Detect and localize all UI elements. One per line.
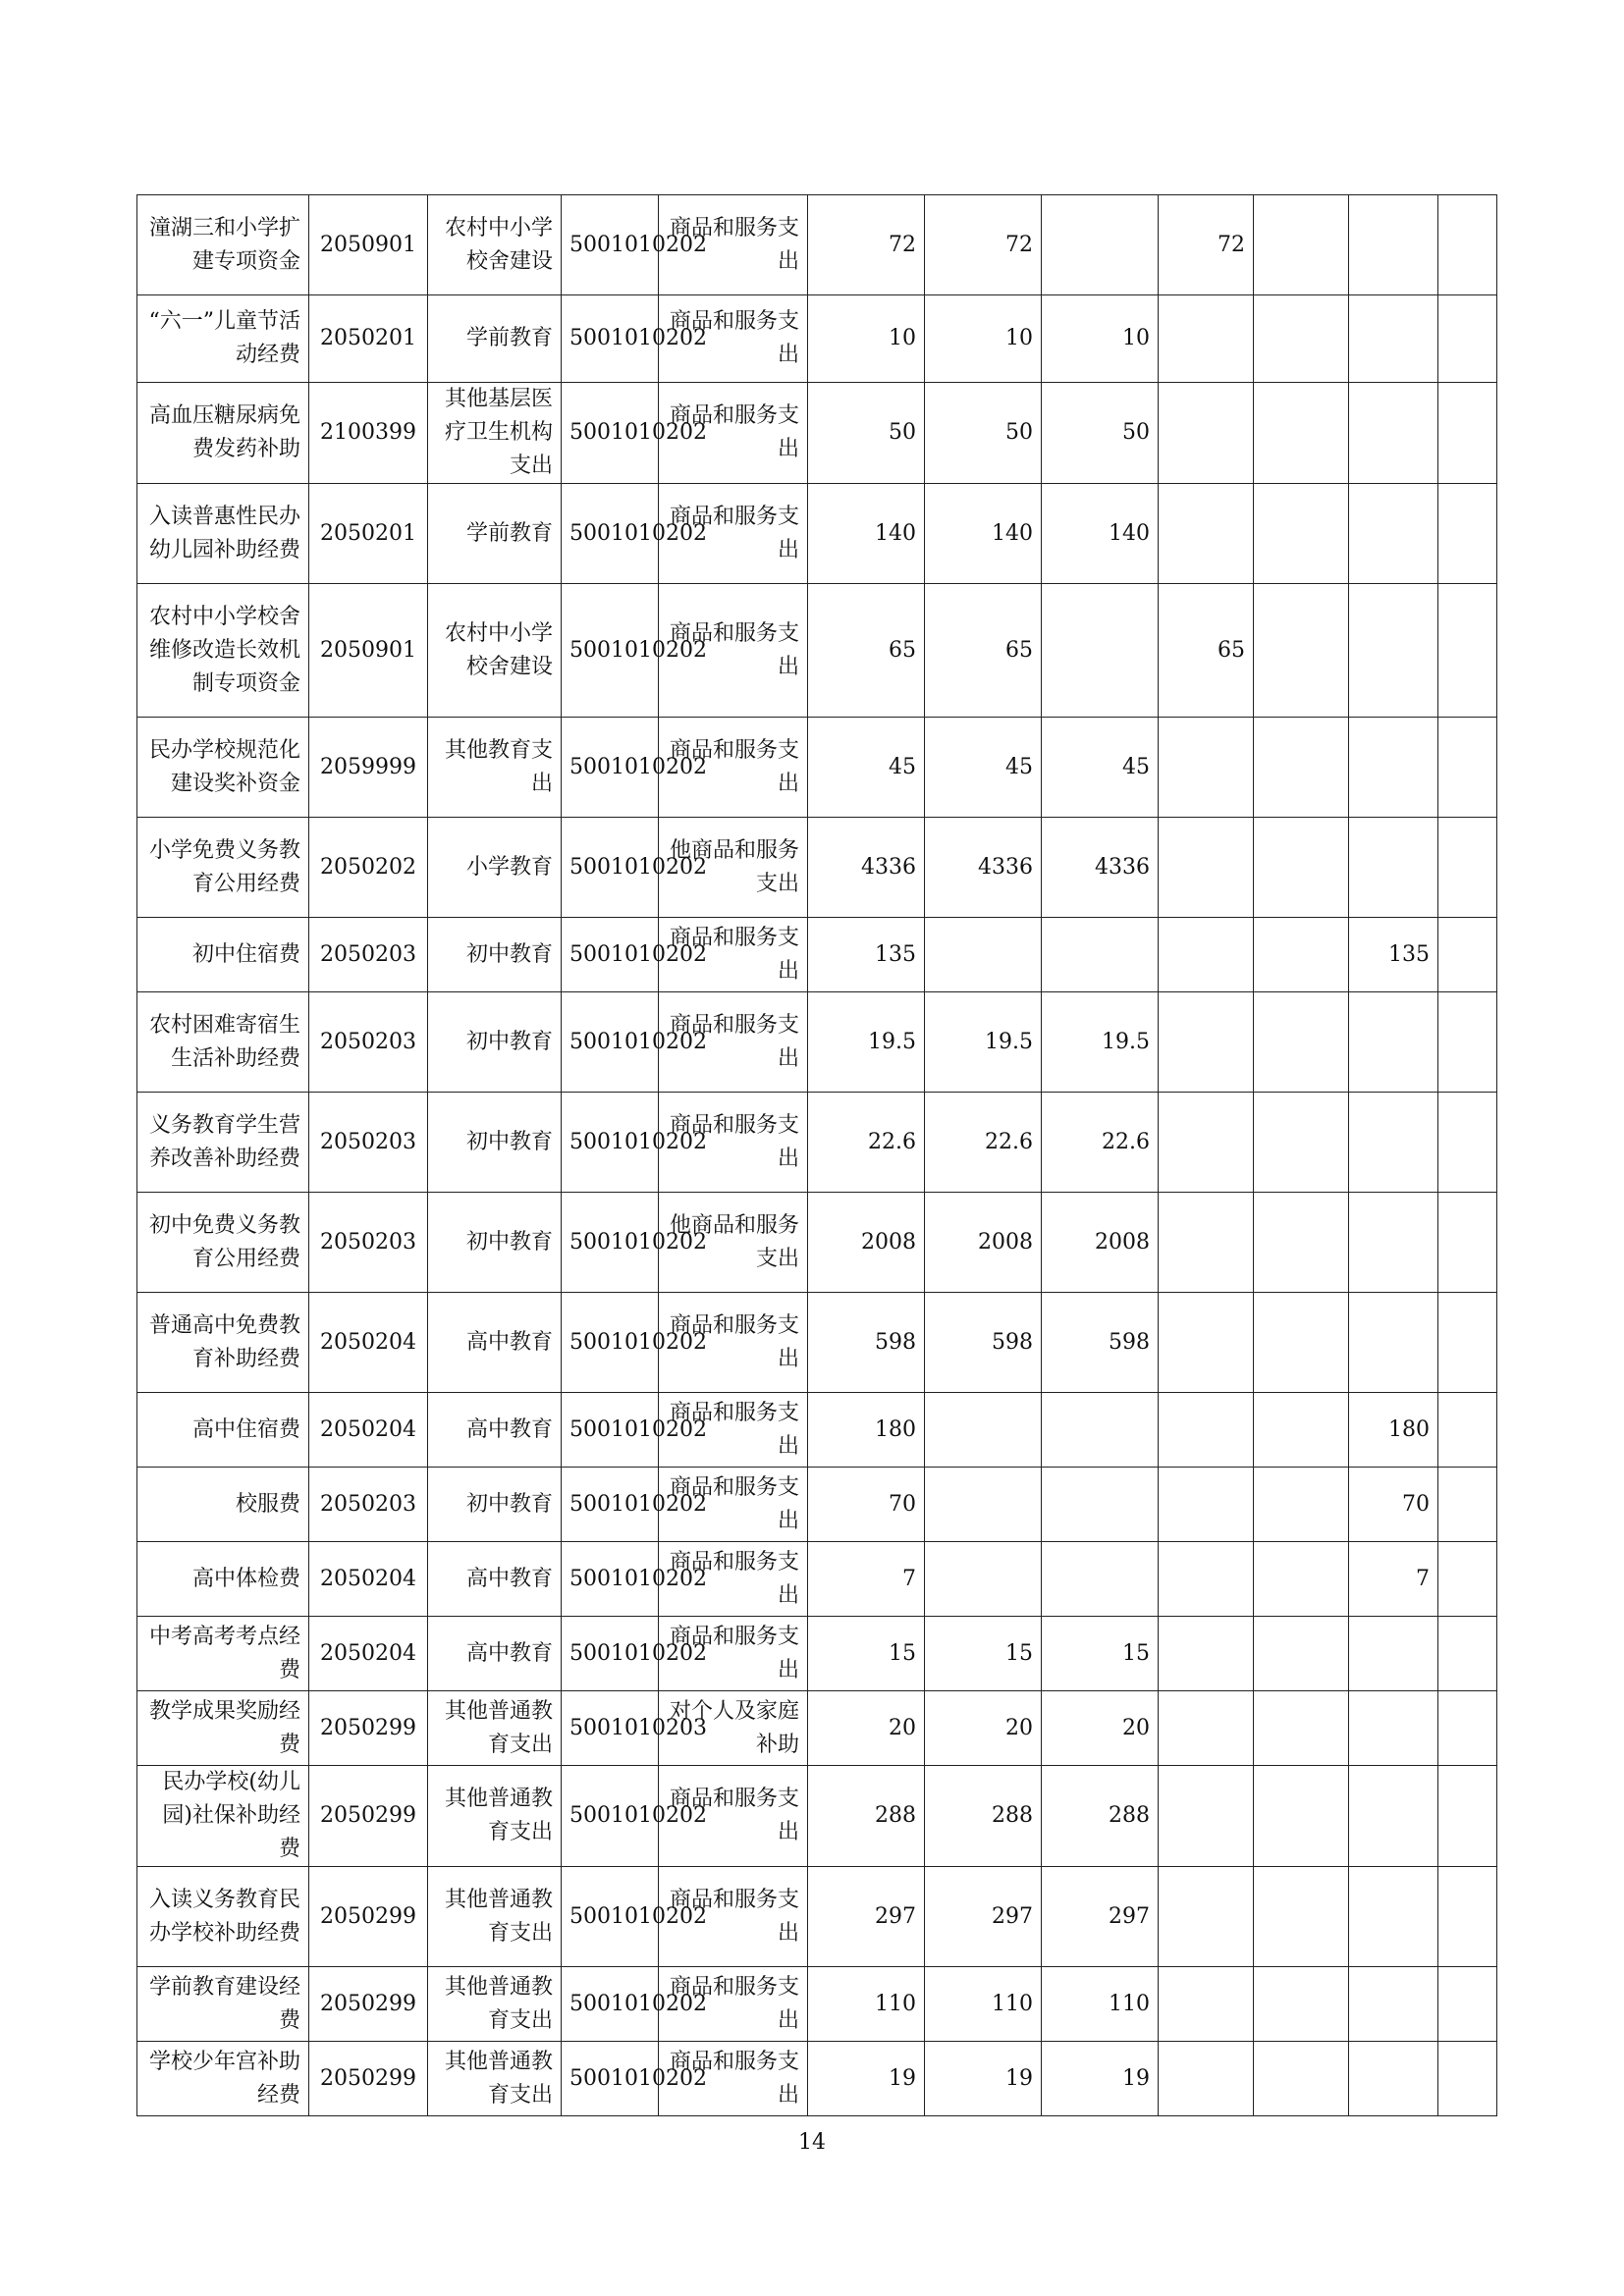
amount-cell-2: 10 (925, 295, 1042, 383)
table-row (137, 195, 1497, 295)
table-row (137, 1867, 1497, 1967)
amount-cell-5 (1254, 1393, 1349, 1468)
amount-cell-7 (1438, 1867, 1497, 1967)
function-name-cell: 农村中小学校舍建设 (428, 584, 562, 718)
amount-cell-3: 4336 (1042, 818, 1159, 918)
item-name-cell: 义务教育学生营养改善补助经费 (137, 1093, 309, 1193)
amount-cell-6 (1349, 818, 1438, 918)
economic-code-cell: 5001010202 (562, 718, 659, 818)
amount-cell-5 (1254, 584, 1349, 718)
item-name-cell: 民办学校规范化建设奖补资金 (137, 718, 309, 818)
amount-cell-1: 7 (808, 1542, 925, 1617)
amount-cell-7 (1438, 818, 1497, 918)
amount-cell-6 (1349, 1691, 1438, 1766)
amount-cell-3: 110 (1042, 1967, 1159, 2042)
amount-cell-5 (1254, 918, 1349, 992)
table-row (137, 1967, 1497, 2042)
amount-cell-3 (1042, 1542, 1159, 1617)
economic-name-cell: 商品和服务支出 (659, 1542, 808, 1617)
amount-cell-5 (1254, 195, 1349, 295)
amount-cell-2: 45 (925, 718, 1042, 818)
function-code-cell: 2050901 (309, 584, 428, 718)
amount-cell-1: 598 (808, 1293, 925, 1393)
function-code-cell: 2050204 (309, 1293, 428, 1393)
amount-cell-4 (1159, 2042, 1254, 2116)
amount-cell-6 (1349, 1766, 1438, 1867)
amount-cell-5 (1254, 383, 1349, 484)
page-number: 14 (798, 2130, 826, 2155)
amount-cell-2: 72 (925, 195, 1042, 295)
amount-cell-2: 288 (925, 1766, 1042, 1867)
amount-cell-6 (1349, 1617, 1438, 1691)
function-code-cell: 2050203 (309, 918, 428, 992)
economic-code-cell: 5001010202 (562, 1293, 659, 1393)
amount-cell-5 (1254, 1293, 1349, 1393)
amount-cell-3: 22.6 (1042, 1093, 1159, 1193)
economic-code-cell: 5001010202 (562, 484, 659, 584)
amount-cell-1: 22.6 (808, 1093, 925, 1193)
function-name-cell: 初中教育 (428, 992, 562, 1093)
amount-cell-5 (1254, 2042, 1349, 2116)
amount-cell-7 (1438, 2042, 1497, 2116)
amount-cell-6 (1349, 718, 1438, 818)
amount-cell-6: 70 (1349, 1468, 1438, 1542)
economic-code-cell: 5001010202 (562, 1967, 659, 2042)
amount-cell-2: 2008 (925, 1193, 1042, 1293)
economic-name-cell: 商品和服务支出 (659, 383, 808, 484)
function-code-cell: 2050901 (309, 195, 428, 295)
amount-cell-3 (1042, 584, 1159, 718)
amount-cell-1: 45 (808, 718, 925, 818)
amount-cell-4 (1159, 1867, 1254, 1967)
amount-cell-1: 110 (808, 1967, 925, 2042)
item-name-cell: 学前教育建设经费 (137, 1967, 309, 2042)
amount-cell-1: 50 (808, 383, 925, 484)
economic-code-cell: 5001010202 (562, 1093, 659, 1193)
amount-cell-3: 45 (1042, 718, 1159, 818)
amount-cell-6: 7 (1349, 1542, 1438, 1617)
amount-cell-7 (1438, 383, 1497, 484)
amount-cell-5 (1254, 1542, 1349, 1617)
economic-code-cell: 5001010202 (562, 818, 659, 918)
item-name-cell: 农村困难寄宿生生活补助经费 (137, 992, 309, 1093)
item-name-cell: 教学成果奖励经费 (137, 1691, 309, 1766)
amount-cell-4 (1159, 1542, 1254, 1617)
amount-cell-3: 20 (1042, 1691, 1159, 1766)
amount-cell-4 (1159, 1617, 1254, 1691)
amount-cell-3: 297 (1042, 1867, 1159, 1967)
function-code-cell: 2050204 (309, 1542, 428, 1617)
amount-cell-7 (1438, 1617, 1497, 1691)
amount-cell-4 (1159, 818, 1254, 918)
amount-cell-4 (1159, 1293, 1254, 1393)
amount-cell-1: 10 (808, 295, 925, 383)
amount-cell-4 (1159, 992, 1254, 1093)
amount-cell-7 (1438, 295, 1497, 383)
economic-name-cell: 商品和服务支出 (659, 1293, 808, 1393)
amount-cell-3: 598 (1042, 1293, 1159, 1393)
function-code-cell: 2050202 (309, 818, 428, 918)
item-name-cell: 普通高中免费教育补助经费 (137, 1293, 309, 1393)
amount-cell-4 (1159, 1967, 1254, 2042)
amount-cell-7 (1438, 1691, 1497, 1766)
function-code-cell: 2050204 (309, 1617, 428, 1691)
function-code-cell: 2050299 (309, 1867, 428, 1967)
amount-cell-2: 20 (925, 1691, 1042, 1766)
amount-cell-1: 2008 (808, 1193, 925, 1293)
economic-name-cell: 商品和服务支出 (659, 2042, 808, 2116)
table-row (137, 1468, 1497, 1542)
economic-code-cell: 5001010202 (562, 1766, 659, 1867)
item-name-cell: “六一”儿童节活动经费 (137, 295, 309, 383)
amount-cell-6 (1349, 1093, 1438, 1193)
amount-cell-5 (1254, 295, 1349, 383)
economic-name-cell: 商品和服务支出 (659, 1393, 808, 1468)
amount-cell-4: 65 (1159, 584, 1254, 718)
function-code-cell: 2059999 (309, 718, 428, 818)
amount-cell-7 (1438, 1093, 1497, 1193)
amount-cell-3: 15 (1042, 1617, 1159, 1691)
economic-name-cell: 商品和服务支出 (659, 1967, 808, 2042)
amount-cell-2 (925, 1393, 1042, 1468)
function-name-cell: 其他普通教育支出 (428, 1967, 562, 2042)
table-row (137, 484, 1497, 584)
amount-cell-1: 180 (808, 1393, 925, 1468)
amount-cell-6 (1349, 484, 1438, 584)
amount-cell-3 (1042, 1468, 1159, 1542)
amount-cell-3: 10 (1042, 295, 1159, 383)
table-row (137, 295, 1497, 383)
economic-name-cell: 商品和服务支出 (659, 484, 808, 584)
function-code-cell: 2050299 (309, 1967, 428, 2042)
economic-name-cell: 商品和服务支出 (659, 1617, 808, 1691)
amount-cell-7 (1438, 1468, 1497, 1542)
amount-cell-6 (1349, 584, 1438, 718)
amount-cell-3: 19 (1042, 2042, 1159, 2116)
amount-cell-1: 4336 (808, 818, 925, 918)
amount-cell-4 (1159, 295, 1254, 383)
economic-name-cell: 商品和服务支出 (659, 1093, 808, 1193)
amount-cell-3: 50 (1042, 383, 1159, 484)
amount-cell-4 (1159, 1393, 1254, 1468)
amount-cell-1: 20 (808, 1691, 925, 1766)
amount-cell-2: 50 (925, 383, 1042, 484)
amount-cell-4 (1159, 918, 1254, 992)
amount-cell-6 (1349, 1867, 1438, 1967)
item-name-cell: 校服费 (137, 1468, 309, 1542)
function-name-cell: 初中教育 (428, 1193, 562, 1293)
table-row (137, 1766, 1497, 1867)
amount-cell-2: 297 (925, 1867, 1042, 1967)
amount-cell-2: 140 (925, 484, 1042, 584)
function-code-cell: 2050299 (309, 2042, 428, 2116)
item-name-cell: 初中住宿费 (137, 918, 309, 992)
function-name-cell: 其他基层医疗卫生机构支出 (428, 383, 562, 484)
item-name-cell: 小学免费义务教育公用经费 (137, 818, 309, 918)
amount-cell-4: 72 (1159, 195, 1254, 295)
amount-cell-5 (1254, 484, 1349, 584)
amount-cell-4 (1159, 1093, 1254, 1193)
amount-cell-5 (1254, 1468, 1349, 1542)
economic-code-cell: 5001010202 (562, 992, 659, 1093)
amount-cell-6 (1349, 1193, 1438, 1293)
amount-cell-6 (1349, 1293, 1438, 1393)
amount-cell-7 (1438, 1766, 1497, 1867)
function-code-cell: 2050203 (309, 1193, 428, 1293)
item-name-cell: 初中免费义务教育公用经费 (137, 1193, 309, 1293)
amount-cell-1: 19 (808, 2042, 925, 2116)
function-name-cell: 高中教育 (428, 1293, 562, 1393)
economic-code-cell: 5001010202 (562, 1617, 659, 1691)
table-row (137, 1093, 1497, 1193)
item-name-cell: 高中体检费 (137, 1542, 309, 1617)
economic-name-cell: 对个人及家庭补助 (659, 1691, 808, 1766)
function-code-cell: 2050299 (309, 1691, 428, 1766)
economic-code-cell: 5001010202 (562, 1193, 659, 1293)
amount-cell-7 (1438, 718, 1497, 818)
amount-cell-7 (1438, 195, 1497, 295)
function-name-cell: 其他教育支出 (428, 718, 562, 818)
function-name-cell: 其他普通教育支出 (428, 1691, 562, 1766)
function-name-cell: 高中教育 (428, 1542, 562, 1617)
function-name-cell: 高中教育 (428, 1617, 562, 1691)
function-name-cell: 其他普通教育支出 (428, 2042, 562, 2116)
economic-name-cell: 他商品和服务支出 (659, 818, 808, 918)
amount-cell-4 (1159, 718, 1254, 818)
amount-cell-6 (1349, 383, 1438, 484)
amount-cell-5 (1254, 1967, 1349, 2042)
amount-cell-1: 135 (808, 918, 925, 992)
amount-cell-6 (1349, 2042, 1438, 2116)
amount-cell-5 (1254, 1867, 1349, 1967)
amount-cell-4 (1159, 484, 1254, 584)
table-row (137, 818, 1497, 918)
amount-cell-6 (1349, 992, 1438, 1093)
amount-cell-2 (925, 1468, 1042, 1542)
amount-cell-6: 135 (1349, 918, 1438, 992)
amount-cell-7 (1438, 484, 1497, 584)
economic-name-cell: 商品和服务支出 (659, 918, 808, 992)
amount-cell-1: 297 (808, 1867, 925, 1967)
economic-code-cell: 5001010202 (562, 1468, 659, 1542)
amount-cell-7 (1438, 584, 1497, 718)
amount-cell-2: 65 (925, 584, 1042, 718)
amount-cell-2 (925, 1542, 1042, 1617)
amount-cell-5 (1254, 1617, 1349, 1691)
table-row (137, 1393, 1497, 1468)
function-code-cell: 2050201 (309, 484, 428, 584)
amount-cell-6: 180 (1349, 1393, 1438, 1468)
function-name-cell: 其他普通教育支出 (428, 1867, 562, 1967)
amount-cell-1: 65 (808, 584, 925, 718)
item-name-cell: 入读普惠性民办幼儿园补助经费 (137, 484, 309, 584)
amount-cell-3 (1042, 195, 1159, 295)
table-row (137, 918, 1497, 992)
amount-cell-4 (1159, 1193, 1254, 1293)
function-code-cell: 2050203 (309, 1093, 428, 1193)
amount-cell-1: 15 (808, 1617, 925, 1691)
amount-cell-5 (1254, 1193, 1349, 1293)
item-name-cell: 高血压糖尿病免费发药补助 (137, 383, 309, 484)
economic-code-cell: 5001010202 (562, 1867, 659, 1967)
economic-code-cell: 5001010202 (562, 383, 659, 484)
economic-code-cell: 5001010203 (562, 1691, 659, 1766)
economic-name-cell: 商品和服务支出 (659, 1867, 808, 1967)
function-name-cell: 学前教育 (428, 295, 562, 383)
amount-cell-4 (1159, 1766, 1254, 1867)
amount-cell-5 (1254, 992, 1349, 1093)
table-row (137, 1193, 1497, 1293)
function-code-cell: 2050299 (309, 1766, 428, 1867)
economic-code-cell: 5001010202 (562, 2042, 659, 2116)
function-name-cell: 初中教育 (428, 918, 562, 992)
economic-name-cell: 商品和服务支出 (659, 295, 808, 383)
economic-name-cell: 商品和服务支出 (659, 1468, 808, 1542)
function-code-cell: 2050203 (309, 1468, 428, 1542)
amount-cell-1: 19.5 (808, 992, 925, 1093)
amount-cell-4 (1159, 1691, 1254, 1766)
amount-cell-6 (1349, 1967, 1438, 2042)
function-name-cell: 其他普通教育支出 (428, 1766, 562, 1867)
item-name-cell: 入读义务教育民办学校补助经费 (137, 1867, 309, 1967)
item-name-cell: 潼湖三和小学扩建专项资金 (137, 195, 309, 295)
amount-cell-3: 288 (1042, 1766, 1159, 1867)
amount-cell-7 (1438, 992, 1497, 1093)
function-name-cell: 初中教育 (428, 1468, 562, 1542)
economic-code-cell: 5001010202 (562, 918, 659, 992)
table-row (137, 992, 1497, 1093)
amount-cell-3 (1042, 1393, 1159, 1468)
economic-code-cell: 5001010202 (562, 195, 659, 295)
table-row (137, 1617, 1497, 1691)
economic-code-cell: 5001010202 (562, 1542, 659, 1617)
amount-cell-2: 15 (925, 1617, 1042, 1691)
amount-cell-3: 19.5 (1042, 992, 1159, 1093)
table-body (137, 195, 1497, 2116)
amount-cell-3: 2008 (1042, 1193, 1159, 1293)
table-row (137, 584, 1497, 718)
economic-code-cell: 5001010202 (562, 295, 659, 383)
amount-cell-2: 598 (925, 1293, 1042, 1393)
budget-table (136, 194, 1497, 2116)
amount-cell-7 (1438, 1967, 1497, 2042)
amount-cell-2: 110 (925, 1967, 1042, 2042)
amount-cell-5 (1254, 718, 1349, 818)
amount-cell-7 (1438, 1193, 1497, 1293)
amount-cell-7 (1438, 1542, 1497, 1617)
function-name-cell: 高中教育 (428, 1393, 562, 1468)
economic-name-cell: 商品和服务支出 (659, 195, 808, 295)
table-row (137, 1542, 1497, 1617)
function-code-cell: 2050203 (309, 992, 428, 1093)
amount-cell-3: 140 (1042, 484, 1159, 584)
amount-cell-6 (1349, 295, 1438, 383)
amount-cell-7 (1438, 1293, 1497, 1393)
item-name-cell: 民办学校(幼儿园)社保补助经费 (137, 1766, 309, 1867)
function-name-cell: 农村中小学校舍建设 (428, 195, 562, 295)
amount-cell-1: 140 (808, 484, 925, 584)
amount-cell-7 (1438, 1393, 1497, 1468)
item-name-cell: 农村中小学校舍维修改造长效机制专项资金 (137, 584, 309, 718)
amount-cell-2: 19 (925, 2042, 1042, 2116)
table-row (137, 2042, 1497, 2116)
function-name-cell: 学前教育 (428, 484, 562, 584)
table-row (137, 383, 1497, 484)
economic-name-cell: 商品和服务支出 (659, 992, 808, 1093)
amount-cell-5 (1254, 1093, 1349, 1193)
table-row (137, 718, 1497, 818)
economic-name-cell: 商品和服务支出 (659, 1766, 808, 1867)
amount-cell-2 (925, 918, 1042, 992)
amount-cell-6 (1349, 195, 1438, 295)
function-code-cell: 2050204 (309, 1393, 428, 1468)
function-code-cell: 2100399 (309, 383, 428, 484)
amount-cell-4 (1159, 1468, 1254, 1542)
amount-cell-2: 4336 (925, 818, 1042, 918)
economic-name-cell: 商品和服务支出 (659, 718, 808, 818)
amount-cell-5 (1254, 818, 1349, 918)
function-code-cell: 2050201 (309, 295, 428, 383)
amount-cell-1: 72 (808, 195, 925, 295)
amount-cell-1: 70 (808, 1468, 925, 1542)
economic-code-cell: 5001010202 (562, 584, 659, 718)
amount-cell-5 (1254, 1766, 1349, 1867)
function-name-cell: 小学教育 (428, 818, 562, 918)
amount-cell-2: 22.6 (925, 1093, 1042, 1193)
item-name-cell: 高中住宿费 (137, 1393, 309, 1468)
economic-code-cell: 5001010202 (562, 1393, 659, 1468)
table-row (137, 1293, 1497, 1393)
amount-cell-4 (1159, 383, 1254, 484)
amount-cell-1: 288 (808, 1766, 925, 1867)
amount-cell-2: 19.5 (925, 992, 1042, 1093)
amount-cell-5 (1254, 1691, 1349, 1766)
amount-cell-7 (1438, 918, 1497, 992)
economic-name-cell: 商品和服务支出 (659, 584, 808, 718)
table-row (137, 1691, 1497, 1766)
amount-cell-3 (1042, 918, 1159, 992)
item-name-cell: 中考高考考点经费 (137, 1617, 309, 1691)
economic-name-cell: 他商品和服务支出 (659, 1193, 808, 1293)
function-name-cell: 初中教育 (428, 1093, 562, 1193)
item-name-cell: 学校少年宫补助经费 (137, 2042, 309, 2116)
